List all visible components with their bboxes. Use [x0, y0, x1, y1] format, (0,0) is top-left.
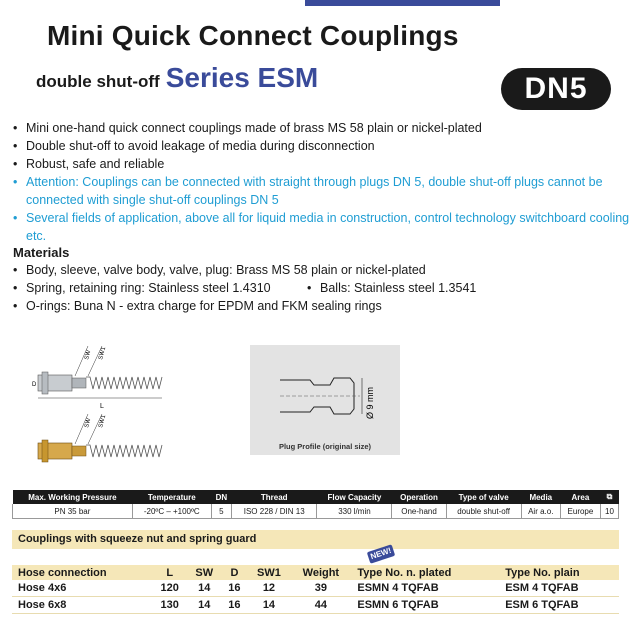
- spec-cell: One-hand: [392, 504, 446, 519]
- models-header: SW1: [248, 565, 291, 580]
- subtitle-prefix: double shut-off: [36, 72, 160, 91]
- spec-header: Max. Working Pressure: [13, 490, 133, 504]
- label-sw1-top: SW1: [98, 346, 108, 361]
- spec-cell: -20ºC – +100ºC: [132, 504, 211, 519]
- page-subtitle: [36, 62, 318, 94]
- table-cell: 44: [290, 597, 351, 614]
- material-spring: Spring, retaining ring: Stainless steel 1.4310: [26, 281, 271, 295]
- coupling-brass: [38, 414, 162, 462]
- spec-cell: double shut-off: [446, 504, 521, 519]
- models-header: Hose connection: [12, 565, 152, 580]
- plug-dimension-label: Ø 9 mm: [365, 386, 375, 419]
- spec-header: Operation: [392, 490, 446, 504]
- table-cell: 130: [152, 597, 187, 614]
- series-name: Series ESM: [165, 62, 319, 93]
- feature-item: • Mini one-hand quick connect couplings made of brass MS 58 plain or nickel-plated: [13, 119, 633, 137]
- feature-item: • Robust, safe and reliable: [13, 155, 633, 173]
- feature-list: [13, 119, 633, 245]
- label-sw-top: SW: [84, 349, 93, 361]
- new-badge: NEW!: [367, 544, 395, 563]
- material-item: [13, 279, 633, 297]
- models-header: SW: [187, 565, 221, 580]
- spec-header: Temperature: [132, 490, 211, 504]
- table-cell: 39: [290, 580, 351, 597]
- section-header: [12, 530, 619, 549]
- spec-header: DN: [211, 490, 231, 504]
- models-header: Type No. n. plated: [351, 565, 499, 580]
- spec-table: [12, 490, 619, 519]
- table-cell: 16: [221, 597, 247, 614]
- package-icon: ⧉: [600, 490, 618, 504]
- spec-header: Thread: [231, 490, 317, 504]
- spec-header: Area: [560, 490, 600, 504]
- spec-header: Media: [521, 490, 560, 504]
- feature-item-attention: • Attention: Couplings can be connected with straight through plugs DN 5, double shut-off plugs cannot be connected with single shut-off couplings DN 5: [13, 173, 633, 209]
- spec-cell: ISO 228 / DIN 13: [231, 504, 317, 519]
- table-cell: 14: [187, 597, 221, 614]
- table-cell: ESM 6 TQFAB: [499, 597, 619, 614]
- spec-cell: Air a.o.: [521, 504, 560, 519]
- table-cell: ESM 4 TQFAB: [499, 580, 619, 597]
- table-cell: Hose 6x8: [12, 597, 152, 614]
- dn-badge: DN5: [501, 68, 611, 110]
- spec-cell: 330 l/min: [317, 504, 392, 519]
- plug-profile-figure: [250, 345, 400, 455]
- spec-cell: 5: [211, 504, 231, 519]
- spec-row: [13, 504, 619, 519]
- materials-list: [13, 261, 633, 315]
- spec-cell: Europe: [560, 504, 600, 519]
- spec-cell: 10: [600, 504, 618, 519]
- table-cell: 12: [248, 580, 291, 597]
- label-sw-bottom: SW: [84, 417, 93, 429]
- material-item: • Body, sleeve, valve body, valve, plug: Brass MS 58 plain or nickel-plated: [13, 261, 633, 279]
- section-title: Couplings with squeeze nut and spring guard: [18, 533, 257, 545]
- table-cell: Hose 4x6: [12, 580, 152, 597]
- models-header: L: [152, 565, 187, 580]
- models-table: [12, 565, 619, 614]
- table-cell: ESMN 4 TQFAB: [351, 580, 499, 597]
- table-cell: 14: [248, 597, 291, 614]
- materials-heading: Materials: [13, 245, 70, 260]
- feature-item-applications: • Several fields of application, above all for liquid media in construction, control technology switchboard cooling etc.: [13, 209, 633, 245]
- table-cell: 120: [152, 580, 187, 597]
- spec-header: Type of valve: [446, 490, 521, 504]
- material-balls: • Balls: Stainless steel 1.3541: [320, 279, 476, 297]
- label-sw1-bottom: SW1: [98, 414, 108, 429]
- spec-cell: PN 35 bar: [13, 504, 133, 519]
- coupling-drawing: [30, 338, 180, 468]
- spec-header-row: [13, 490, 619, 504]
- table-cell: ESMN 6 TQFAB: [351, 597, 499, 614]
- models-header: D: [221, 565, 247, 580]
- table-row: [12, 580, 619, 597]
- top-accent-bar: [305, 0, 500, 6]
- label-l-top: L: [100, 403, 104, 410]
- feature-item: • Double shut-off to avoid leakage of media during disconnection: [13, 137, 633, 155]
- material-item: • O-rings: Buna N - extra charge for EPDM and FKM sealing rings: [13, 297, 633, 315]
- page-title: Mini Quick Connect Couplings: [47, 20, 459, 51]
- table-cell: 16: [221, 580, 247, 597]
- spec-header: Flow Capacity: [317, 490, 392, 504]
- table-row: [12, 597, 619, 614]
- models-header: Type No. plain: [499, 565, 619, 580]
- coupling-nickel: [32, 346, 162, 410]
- models-header-row: [12, 565, 619, 580]
- models-header: Weight: [290, 565, 351, 580]
- plug-caption: Plug Profile (original size): [278, 442, 372, 451]
- plug-profile-drawing: [250, 345, 400, 440]
- table-cell: 14: [187, 580, 221, 597]
- label-d-top: D: [32, 382, 37, 388]
